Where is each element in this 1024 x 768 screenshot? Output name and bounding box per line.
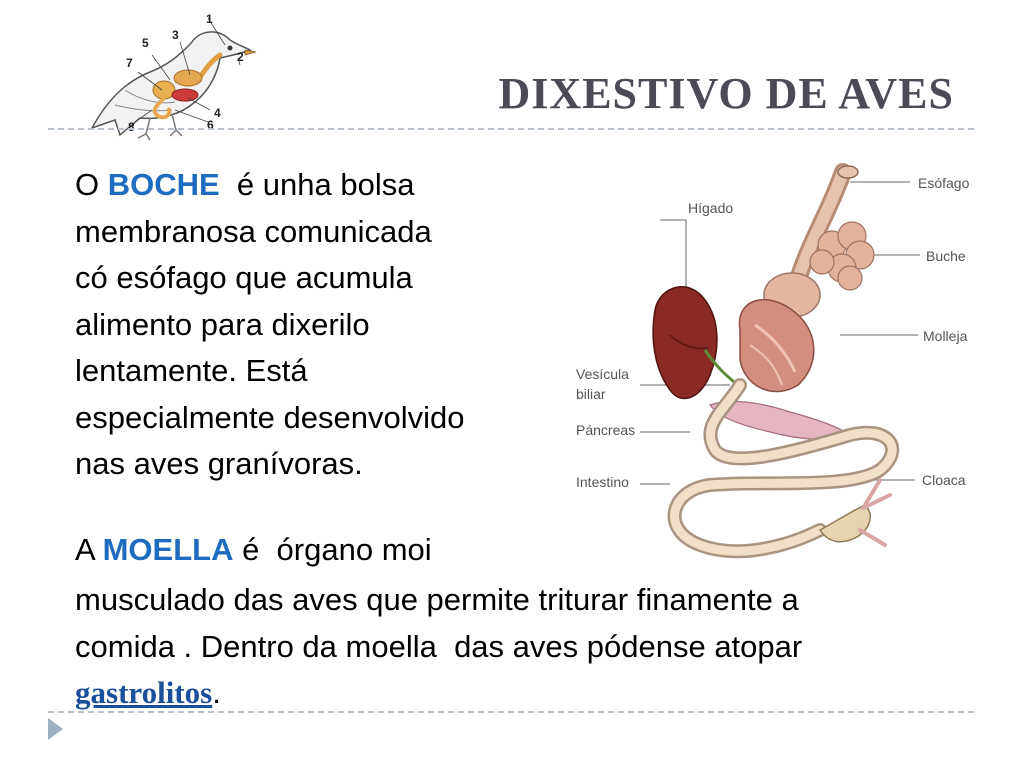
boche-lead: O — [75, 167, 108, 202]
moella-line-1: é órgano moi — [233, 532, 432, 567]
paragraph-moella — [75, 577, 995, 717]
label-intestino: Intestino — [576, 474, 629, 490]
boche-line-5: lentamente. Está — [75, 353, 308, 388]
bird-label-3: 3 — [172, 28, 179, 42]
title-divider — [48, 128, 974, 130]
boche-highlight: BOCHE — [107, 167, 220, 202]
boche-line-1: é unha bolsa — [219, 167, 415, 202]
paragraph-boche — [75, 162, 545, 488]
bird-label-4: 4 — [214, 106, 221, 120]
label-higado: Hígado — [688, 200, 734, 216]
bird-label-6: 6 — [207, 118, 214, 132]
label-buche: Buche — [926, 248, 966, 264]
label-molleja: Molleja — [923, 328, 968, 344]
moella-highlight: MOELLA — [102, 532, 234, 567]
bird-label-8: 8 — [128, 120, 135, 134]
bird-label-5: 5 — [142, 36, 149, 50]
label-biliar: biliar — [576, 386, 606, 402]
label-esofago: Esófago — [918, 175, 970, 191]
slide-title: DIXESTIVO DE AVES — [498, 69, 954, 118]
moella-line-2: musculado das aves que permite triturar finamente a — [75, 582, 799, 617]
moella-line-3: comida . Dentro da moella das aves pódense atopar — [75, 628, 803, 664]
boche-line-7: nas aves granívoras. — [75, 446, 363, 481]
bird-label-2: 2 — [237, 50, 244, 64]
moella-first-line — [75, 527, 545, 574]
moella-lead: A — [75, 532, 103, 567]
bird-label-1: 1 — [206, 12, 213, 26]
bird-digestive-icon — [80, 10, 260, 145]
label-cloaca: Cloaca — [922, 472, 966, 488]
boche-line-6: especialmente desenvolvido — [75, 399, 465, 435]
boche-line-4: alimento para dixerilo — [75, 306, 370, 342]
label-pancreas: Páncreas — [576, 422, 636, 438]
moella-end: . — [212, 675, 221, 710]
footer-divider — [48, 711, 974, 713]
bird-svg — [80, 10, 260, 145]
boche-line-2: membranosa comunicada — [75, 213, 432, 249]
play-arrow-icon[interactable] — [48, 718, 63, 740]
gastrolitos-link[interactable]: gastrolitos — [75, 675, 213, 710]
bird-label-7: 7 — [126, 56, 133, 70]
digestive-anatomy-illustration — [560, 150, 1000, 590]
boche-line-3: có esófago que acumula — [75, 260, 413, 295]
label-vesicula: Vesícula — [576, 366, 629, 382]
